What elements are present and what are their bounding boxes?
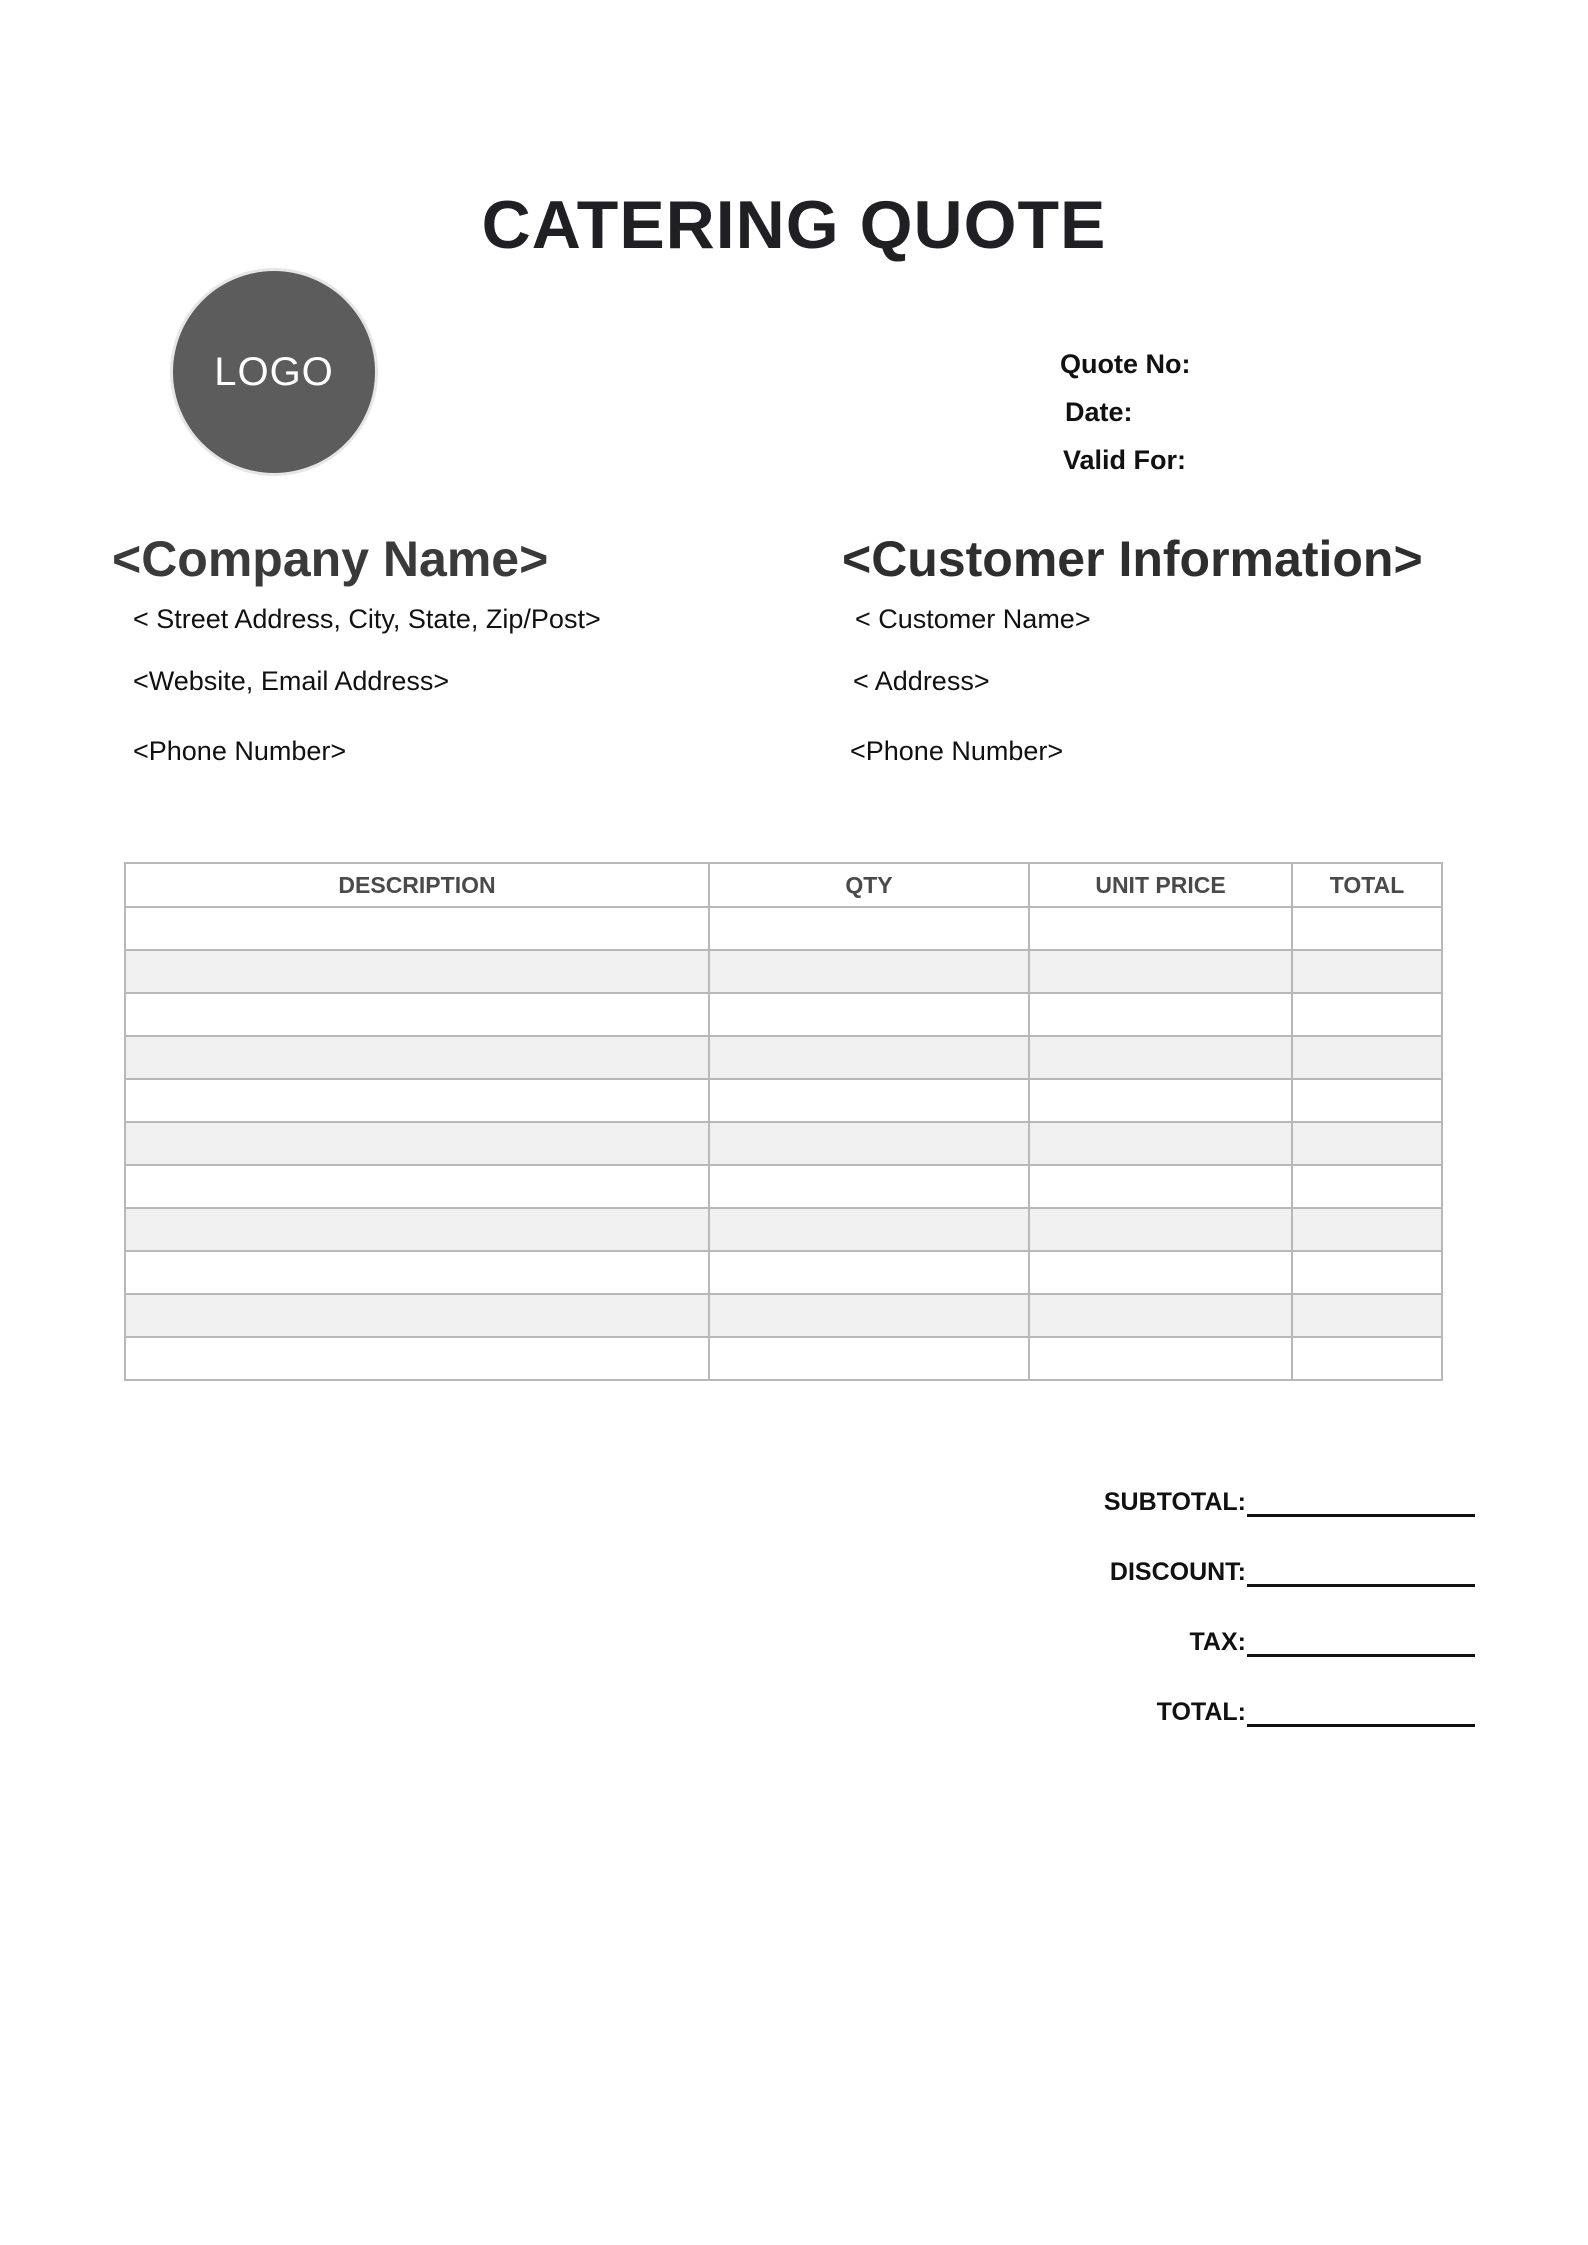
- unit-price-cell[interactable]: [1029, 1337, 1292, 1380]
- qty-cell[interactable]: [709, 1036, 1029, 1079]
- description-cell[interactable]: [125, 1122, 709, 1165]
- qty-cell[interactable]: [709, 950, 1029, 993]
- discount-field[interactable]: [1247, 1556, 1475, 1587]
- unit-price-cell[interactable]: [1029, 1036, 1292, 1079]
- qty-cell[interactable]: [709, 1337, 1029, 1380]
- unit-price-cell[interactable]: [1029, 1251, 1292, 1294]
- items-table: [124, 862, 1443, 1381]
- quote-meta: [1060, 347, 1190, 491]
- total-cell[interactable]: [1292, 1079, 1442, 1122]
- column-header-total: TOTAL: [1292, 863, 1442, 907]
- column-header-description: DESCRIPTION: [125, 863, 709, 907]
- table-row: [125, 1337, 1442, 1380]
- company-name-heading: <Company Name>: [112, 531, 549, 587]
- total-cell[interactable]: [1292, 1208, 1442, 1251]
- description-cell[interactable]: [125, 1251, 709, 1294]
- unit-price-cell[interactable]: [1029, 1294, 1292, 1337]
- total-cell[interactable]: [1292, 1337, 1442, 1380]
- column-header-unit-price: UNIT PRICE: [1029, 863, 1292, 907]
- table-header-row: [125, 863, 1442, 907]
- table-row: [125, 1165, 1442, 1208]
- document-title: CATERING QUOTE: [481, 187, 1107, 263]
- unit-price-cell[interactable]: [1029, 1165, 1292, 1208]
- company-block: [112, 528, 601, 766]
- description-cell[interactable]: [125, 950, 709, 993]
- table-row: [125, 1122, 1442, 1165]
- description-cell[interactable]: [125, 1294, 709, 1337]
- company-web-email: <Website, Email Address>: [133, 666, 450, 696]
- unit-price-cell[interactable]: [1029, 1122, 1292, 1165]
- unit-price-cell[interactable]: [1029, 1079, 1292, 1122]
- qty-cell[interactable]: [709, 907, 1029, 950]
- logo-text: LOGO: [214, 349, 334, 394]
- description-cell[interactable]: [125, 1208, 709, 1251]
- qty-cell[interactable]: [709, 1165, 1029, 1208]
- tax-row: [1000, 1587, 1475, 1657]
- qty-cell[interactable]: [709, 993, 1029, 1036]
- tax-label: TAX:: [1189, 1628, 1246, 1656]
- total-row: [1000, 1657, 1475, 1727]
- total-cell[interactable]: [1292, 993, 1442, 1036]
- company-phone: <Phone Number>: [133, 736, 347, 766]
- unit-price-cell[interactable]: [1029, 993, 1292, 1036]
- unit-price-cell[interactable]: [1029, 950, 1292, 993]
- discount-row: [1000, 1517, 1475, 1587]
- description-cell[interactable]: [125, 993, 709, 1036]
- qty-cell[interactable]: [709, 1122, 1029, 1165]
- customer-info-heading: <Customer Information>: [842, 531, 1423, 587]
- customer-phone: <Phone Number>: [850, 736, 1064, 766]
- total-cell[interactable]: [1292, 907, 1442, 950]
- total-cell[interactable]: [1292, 1251, 1442, 1294]
- qty-cell[interactable]: [709, 1079, 1029, 1122]
- subtotal-label: SUBTOTAL:: [1103, 1488, 1246, 1516]
- quote-no-label: Quote No:: [1060, 349, 1191, 379]
- table-row: [125, 1079, 1442, 1122]
- description-cell[interactable]: [125, 1036, 709, 1079]
- date-label: Date:: [1065, 397, 1133, 427]
- total-cell[interactable]: [1292, 1165, 1442, 1208]
- total-label: TOTAL:: [1156, 1698, 1246, 1726]
- total-cell[interactable]: [1292, 950, 1442, 993]
- table-row: [125, 1251, 1442, 1294]
- customer-block: [842, 528, 1423, 766]
- qty-cell[interactable]: [709, 1208, 1029, 1251]
- total-cell[interactable]: [1292, 1122, 1442, 1165]
- subtotal-field[interactable]: [1247, 1486, 1475, 1517]
- description-cell[interactable]: [125, 1337, 709, 1380]
- unit-price-cell[interactable]: [1029, 907, 1292, 950]
- logo-placeholder: [173, 271, 375, 473]
- description-cell[interactable]: [125, 1079, 709, 1122]
- total-field[interactable]: [1247, 1696, 1475, 1727]
- customer-name: < Customer Name>: [855, 604, 1091, 634]
- qty-cell[interactable]: [709, 1251, 1029, 1294]
- valid-for-label: Valid For:: [1063, 445, 1187, 475]
- total-cell[interactable]: [1292, 1294, 1442, 1337]
- table-row: [125, 1294, 1442, 1337]
- subtotal-row: [1000, 1447, 1475, 1517]
- description-cell[interactable]: [125, 907, 709, 950]
- qty-cell[interactable]: [709, 1294, 1029, 1337]
- discount-label: DISCOUNT:: [1109, 1558, 1246, 1586]
- column-header-qty: QTY: [709, 863, 1029, 907]
- total-cell[interactable]: [1292, 1036, 1442, 1079]
- table-row: [125, 1208, 1442, 1251]
- description-cell[interactable]: [125, 1165, 709, 1208]
- table-row: [125, 1036, 1442, 1079]
- table-row: [125, 993, 1442, 1036]
- customer-address: < Address>: [853, 666, 990, 696]
- tax-field[interactable]: [1247, 1626, 1475, 1657]
- table-row: [125, 950, 1442, 993]
- unit-price-cell[interactable]: [1029, 1208, 1292, 1251]
- totals-block: [1000, 1447, 1475, 1727]
- table-row: [125, 907, 1442, 950]
- company-address: < Street Address, City, State, Zip/Post>: [133, 604, 601, 634]
